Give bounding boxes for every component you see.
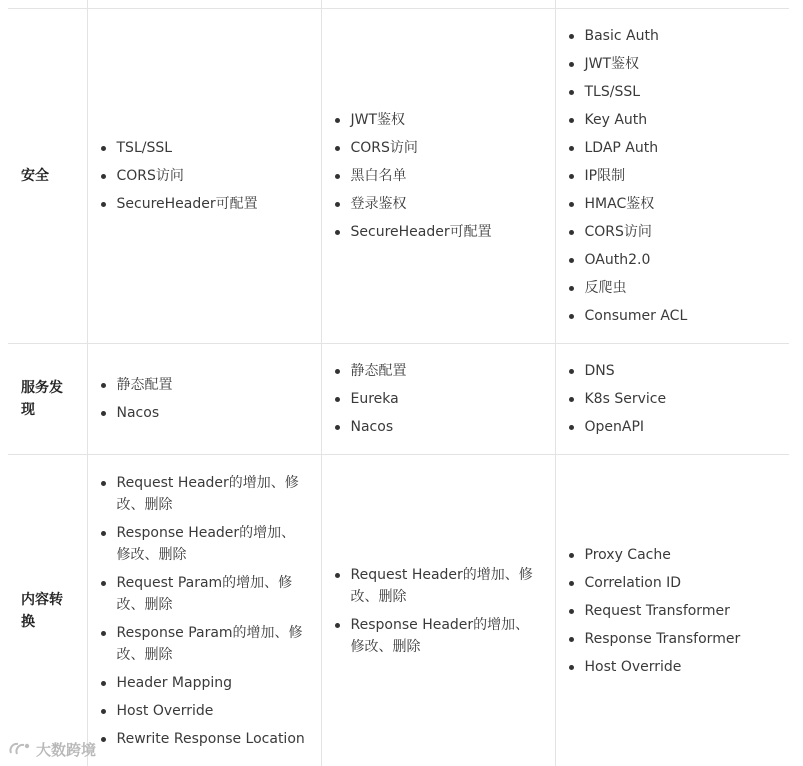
feature-cell [321,9,555,344]
list-item-text: Host Override [116,702,214,719]
bullet-icon [101,737,106,742]
bullet-icon [569,637,574,642]
feature-list [100,374,309,424]
list-item-text: Eureka [350,391,399,407]
feature-cell [555,9,789,344]
list-item-text: 静态配置 [350,363,407,379]
feature-list [334,109,543,243]
bullet-icon [569,397,574,402]
list-item-text: Nacos [350,419,394,435]
list-item-text: JWT鉴权 [350,112,406,128]
list-item [100,137,309,159]
bullet-icon [569,665,574,670]
bullet-icon [569,553,574,558]
list-item-text: Consumer ACL [584,308,688,324]
bullet-icon [569,62,574,67]
list-item-text: TSL/SSL [116,140,173,156]
table-row-service-discovery [8,344,789,455]
list-item [568,628,778,650]
bullet-icon [101,531,106,536]
bullet-icon [335,146,340,151]
feature-list [334,564,543,658]
list-item-text: Header Mapping [116,674,233,691]
list-item-text: SecureHeader可配置 [116,196,258,212]
list-item [568,360,778,382]
list-item [568,81,778,103]
feature-list [568,544,778,678]
list-item [568,388,778,410]
feature-cell [87,9,321,344]
list-item [568,305,778,327]
category-label: 安全 [8,9,87,344]
list-item-text: Response Param的增加、修改、删除 [116,624,303,663]
bullet-icon [335,369,340,374]
bullet-icon [569,90,574,95]
feature-cell [87,344,321,455]
bullet-icon [569,581,574,586]
list-item [568,53,778,75]
list-item-text: Request Param的增加、修改、删除 [116,574,293,613]
list-item-text: Correlation ID [584,574,682,591]
bullet-icon [335,623,340,628]
list-item-text: Response Transformer [584,630,741,647]
list-item-text: DNS [584,363,615,379]
list-item [100,193,309,215]
list-item [568,416,778,438]
list-item-text: IP限制 [584,168,626,184]
list-item [334,221,543,243]
bullet-icon [101,631,106,636]
list-item-text: CORS访问 [350,140,418,156]
bullet-icon [335,174,340,179]
list-item-text: CORS访问 [584,224,652,240]
list-item [100,700,309,722]
list-item [334,137,543,159]
bullet-icon [335,425,340,430]
list-item [100,672,309,694]
list-item [100,402,309,424]
table-row-partial [8,0,789,9]
list-item-text: 静态配置 [116,377,173,393]
feature-cell [555,455,789,766]
list-item [100,522,309,566]
bullet-icon [101,709,106,714]
bullet-icon [335,202,340,207]
bullet-icon [569,258,574,263]
bullet-icon [335,118,340,123]
category-label: 内容转换 [8,455,87,766]
list-item-text: Request Header的增加、修改、删除 [350,566,533,605]
list-item-text: 黑白名单 [350,168,407,184]
bullet-icon [101,202,106,207]
list-item-text: 登录鉴权 [350,196,407,212]
list-item [568,137,778,159]
list-item-text: OAuth2.0 [584,252,651,268]
list-item [100,165,309,187]
list-item [100,472,309,516]
list-item-text: Response Header的增加、修改、删除 [116,524,296,563]
list-item [568,109,778,131]
list-item [100,728,309,750]
bullet-icon [569,230,574,235]
list-item [334,193,543,215]
bullet-icon [335,573,340,578]
bullet-icon [569,425,574,430]
bullet-icon [569,174,574,179]
list-item [568,25,778,47]
list-item [334,614,543,658]
list-item [334,109,543,131]
feature-cell [555,344,789,455]
list-item-text: Request Header的增加、修改、删除 [116,474,299,513]
list-item [568,249,778,271]
bullet-icon [569,118,574,123]
list-item-text: OpenAPI [584,419,645,435]
bullet-icon [569,314,574,319]
bullet-icon [101,146,106,151]
list-item-text: Nacos [116,405,160,421]
list-item-text: CORS访问 [116,168,184,184]
feature-list [568,360,778,438]
category-label: 服务发现 [8,344,87,455]
list-item [334,564,543,608]
bullet-icon [335,230,340,235]
list-item [334,388,543,410]
list-item [568,193,778,215]
feature-list [334,360,543,438]
feature-cell [321,344,555,455]
watermark-text: 大数跨境 [36,740,97,759]
list-item [568,600,778,622]
list-item-text: Host Override [584,658,682,675]
table-row-security [8,9,789,344]
list-item-text: HMAC鉴权 [584,196,655,212]
list-item [100,374,309,396]
feature-cell [321,455,555,766]
list-item [568,544,778,566]
list-item-text: Basic Auth [584,28,659,44]
bullet-icon [101,581,106,586]
list-item [568,277,778,299]
bullet-icon [101,411,106,416]
list-item [568,572,778,594]
list-item [568,165,778,187]
list-item [100,622,309,666]
bullet-icon [101,383,106,388]
list-item [334,416,543,438]
feature-cell [87,455,321,766]
list-item-text: Rewrite Response Location [116,730,305,747]
bullet-icon [335,397,340,402]
list-item-text: Key Auth [584,112,648,128]
list-item-text: LDAP Auth [584,140,659,156]
bullet-icon [101,481,106,486]
list-item-text: Response Header的增加、修改、删除 [350,616,530,655]
list-item [334,165,543,187]
list-item [568,656,778,678]
list-item [568,221,778,243]
bullet-icon [101,174,106,179]
bullet-icon [569,609,574,614]
list-item-text: K8s Service [584,391,667,407]
bullet-icon [101,681,106,686]
table-row-content-transform [8,455,789,766]
watermark-logo-icon [8,740,32,758]
list-item-text: Proxy Cache [584,546,671,563]
bullet-icon [569,146,574,151]
bullet-icon [569,286,574,291]
feature-comparison-table [8,0,789,766]
watermark [8,738,96,760]
list-item [100,572,309,616]
feature-list [568,25,778,327]
list-item-text: Request Transformer [584,602,730,619]
bullet-icon [569,34,574,39]
list-item-text: TLS/SSL [584,84,641,100]
list-item-text: JWT鉴权 [584,56,640,72]
bullet-icon [569,369,574,374]
list-item-text: 反爬虫 [584,280,627,296]
feature-list [100,137,309,215]
feature-list [100,472,309,750]
list-item-text: SecureHeader可配置 [350,224,492,240]
list-item [334,360,543,382]
bullet-icon [569,202,574,207]
